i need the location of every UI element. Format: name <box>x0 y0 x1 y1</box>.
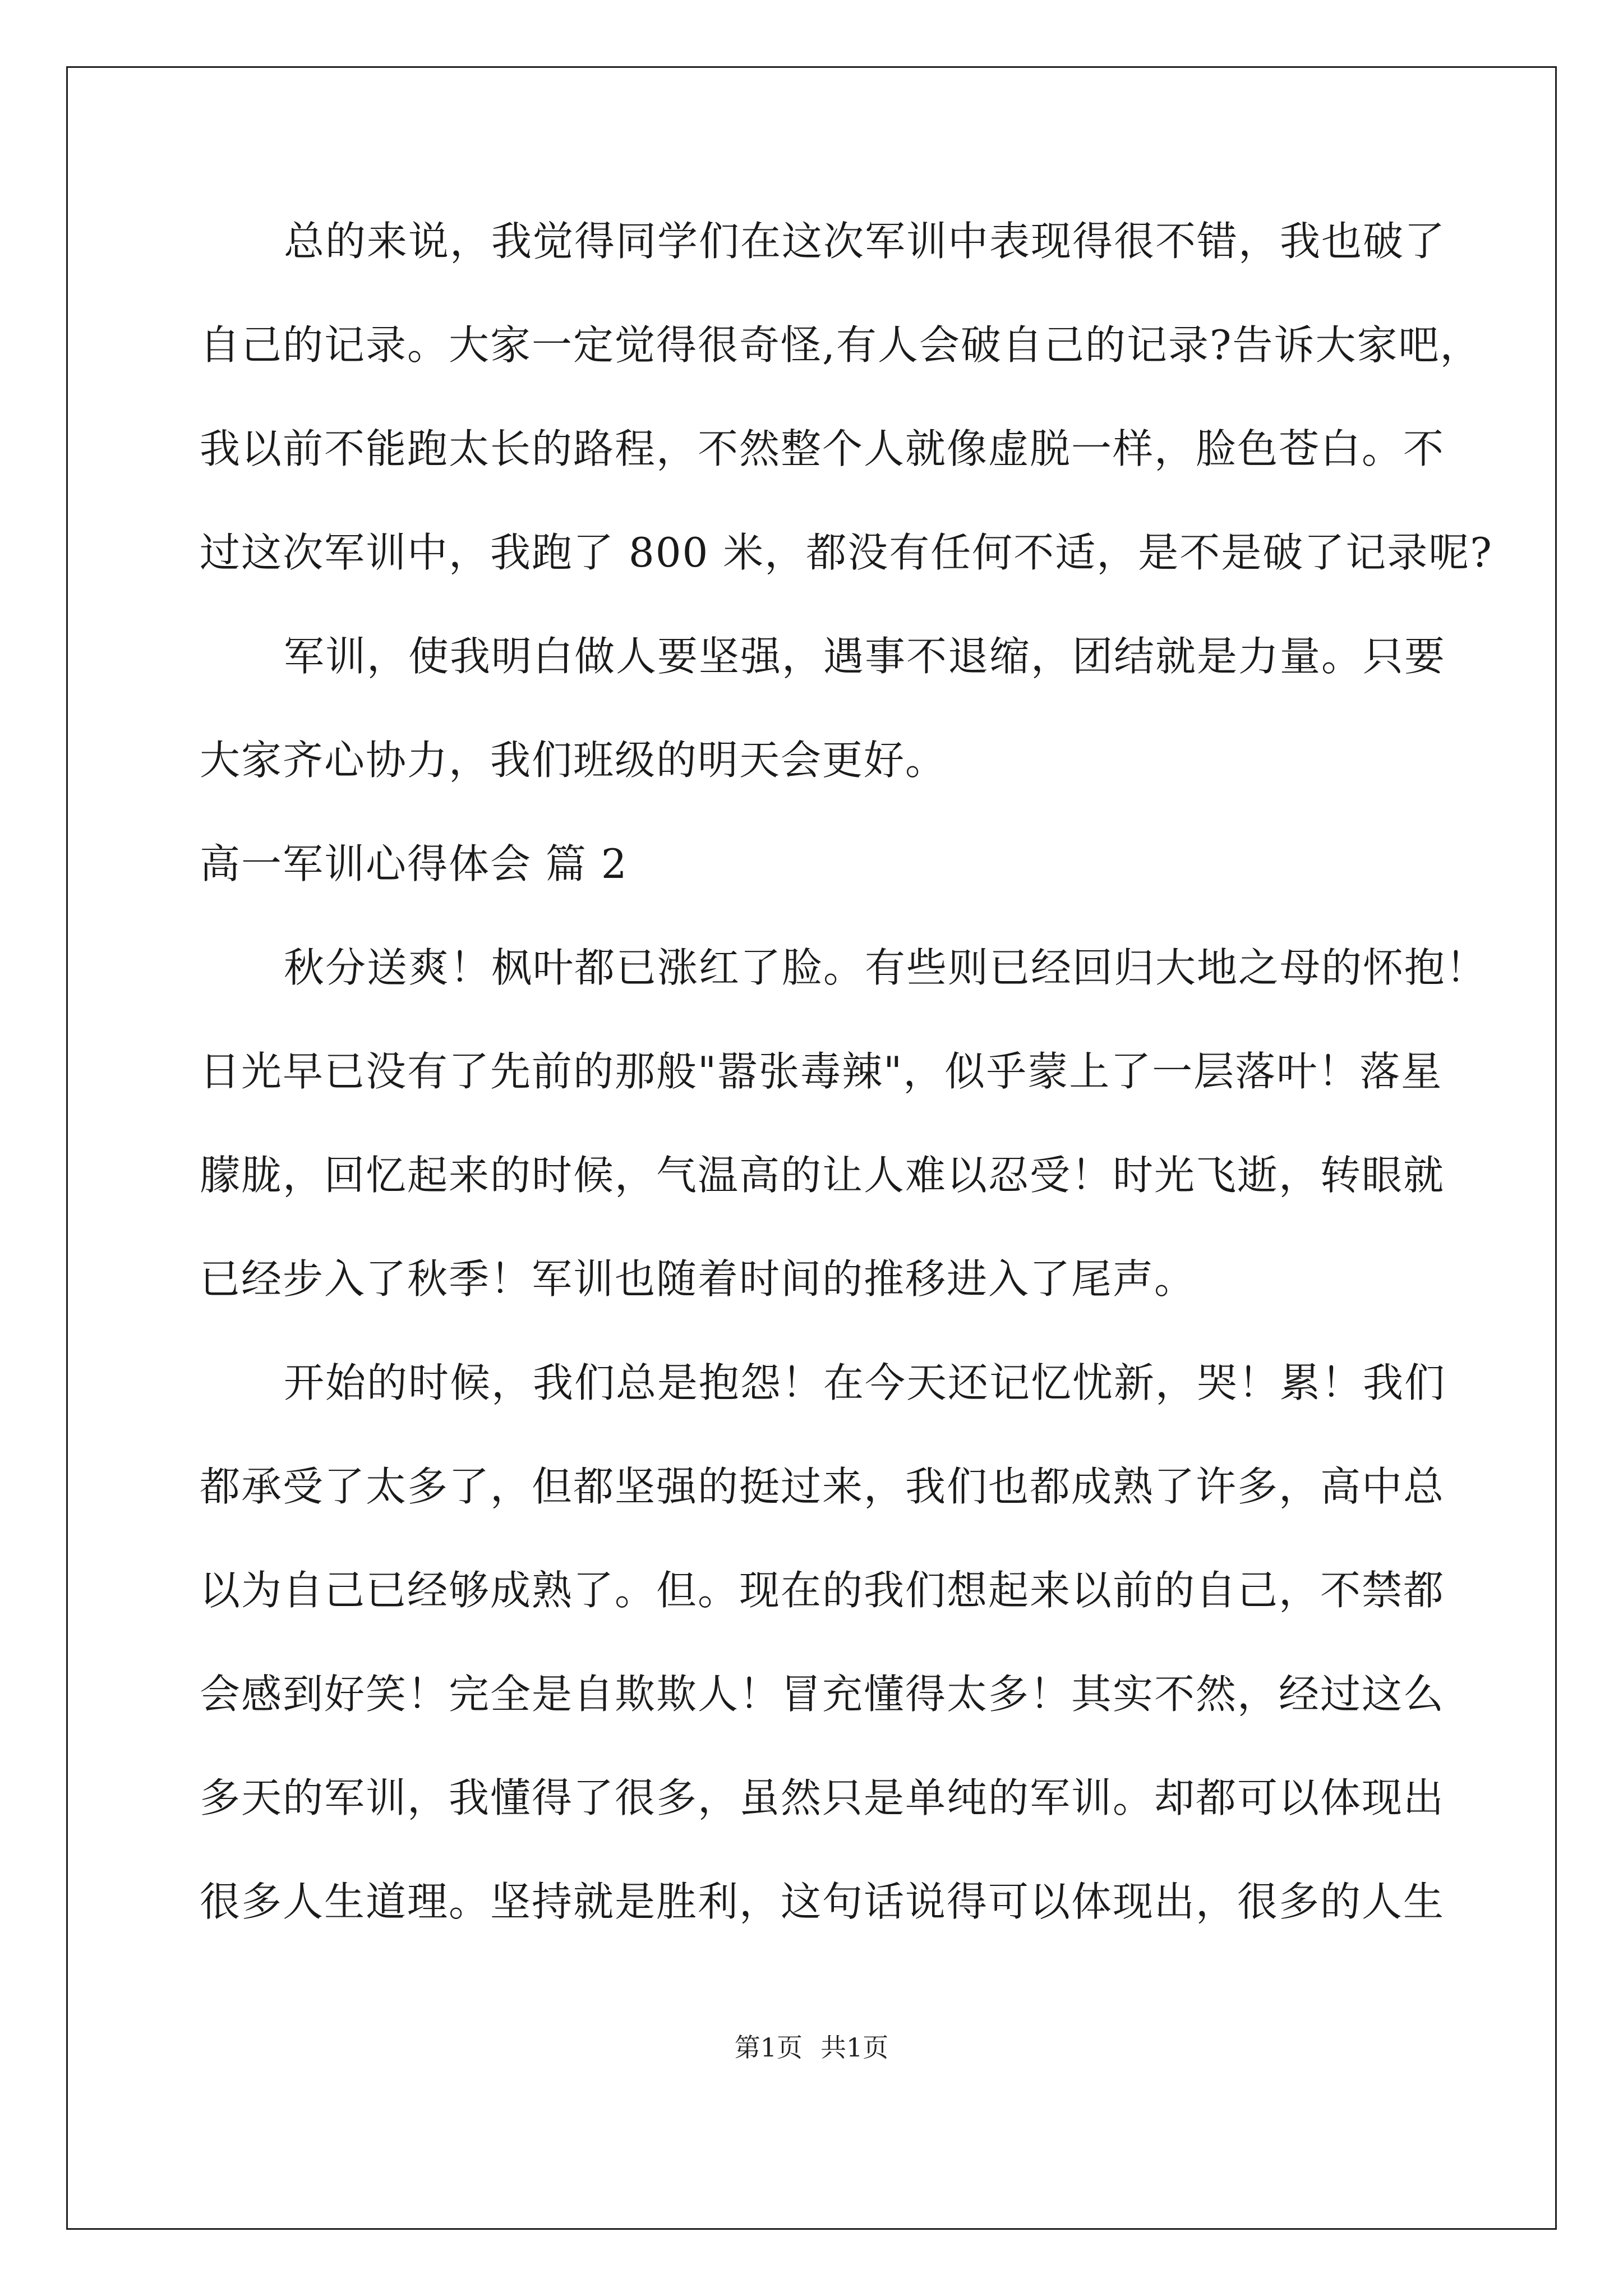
paragraph-line: 我以前不能跑太长的路程，不然整个人就像虚脱一样，脸色苍白。不 <box>200 425 1445 472</box>
paragraph-line: 朦胧，回忆起来的时候，气温高的让人难以忍受！时光飞逝，转眼就 <box>200 1152 1445 1199</box>
paragraph-line: 开始的时候，我们总是抱怨！在今天还记忆忧新，哭！累！我们 <box>284 1359 1446 1406</box>
page-total: 共1页 <box>820 2032 889 2063</box>
paragraph-line: 日光早已没有了先前的那般"嚣张毒辣"，似乎蒙上了一层落叶！落星 <box>200 1048 1443 1095</box>
page-footer <box>0 2031 1623 2064</box>
section-heading: 高一军训心得体会 篇 2 <box>200 840 628 887</box>
paragraph-line: 很多人生道理。坚持就是胜利，这句话说得可以体现出，很多的人生 <box>200 1878 1445 1925</box>
paragraph-line: 大家齐心协力，我们班级的明天会更好。 <box>200 737 947 784</box>
paragraph-line: 总的来说，我觉得同学们在这次军训中表现得很不错，我也破了 <box>284 218 1446 265</box>
page-number: 第1页 <box>734 2032 803 2063</box>
paragraph-line: 会感到好笑！完全是自欺欺人！冒充懂得太多！其实不然，经过这么 <box>200 1671 1445 1718</box>
paragraph-line: 多天的军训，我懂得了很多，虽然只是单纯的军训。却都可以体现出 <box>200 1774 1445 1821</box>
paragraph-line: 已经步入了秋季！军训也随着时间的推移进入了尾声。 <box>200 1255 1196 1303</box>
paragraph-line: 秋分送爽！枫叶都已涨红了脸。有些则已经回归大地之母的怀抱！ <box>284 944 1488 991</box>
paragraph-line: 都承受了太多了，但都坚强的挺过来，我们也都成熟了许多，高中总 <box>200 1463 1445 1510</box>
paragraph-line: 自己的记录。大家一定觉得很奇怪,有人会破自己的记录?告诉大家吧， <box>200 321 1482 369</box>
paragraph-line: 以为自己已经够成熟了。但。现在的我们想起来以前的自己，不禁都 <box>200 1567 1445 1614</box>
paragraph-line: 军训，使我明白做人要坚强，遇事不退缩，团结就是力量。只要 <box>284 633 1446 680</box>
paragraph-line: 过这次军训中，我跑了 800 米，都没有任何不适，是不是破了记录呢? <box>200 529 1493 576</box>
